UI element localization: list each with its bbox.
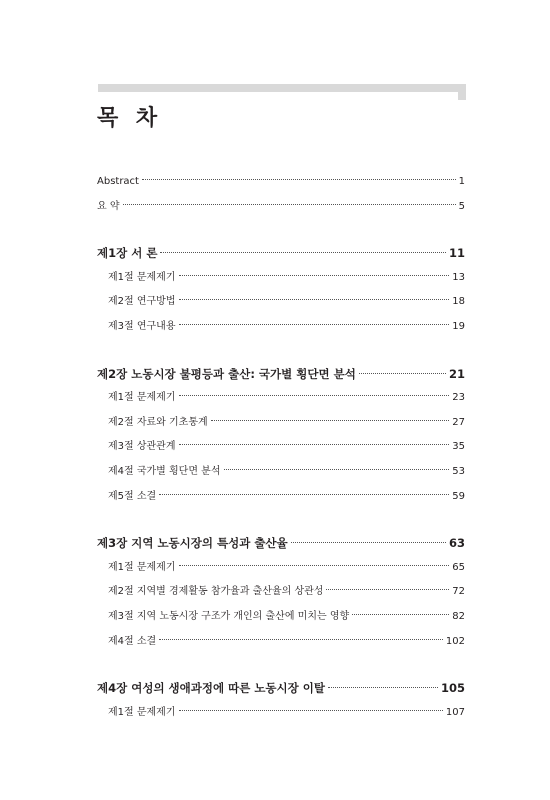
toc-chapter-label: 제2장 노동시장 불평등과 출산: 국가별 횡단면 분석: [97, 366, 356, 381]
dot-leader: [179, 443, 450, 445]
toc-chapter-page: 21: [448, 366, 465, 381]
toc-section-page: 53: [452, 465, 465, 477]
toc-section[interactable]: [97, 435, 465, 460]
toc-section-page: 19: [452, 320, 465, 332]
dot-leader: [160, 251, 446, 253]
dot-leader: [359, 372, 446, 374]
toc-entry-page: 5: [458, 200, 465, 212]
header-rule: [98, 84, 460, 92]
toc-section-page: 35: [452, 441, 465, 453]
toc-section-page: 102: [445, 635, 465, 647]
toc-section-label: 제4절 소결: [108, 635, 157, 647]
dot-leader: [328, 686, 438, 688]
toc-entry-abstract[interactable]: [97, 170, 465, 195]
dot-leader: [179, 274, 450, 276]
toc-section[interactable]: [97, 386, 465, 411]
toc-section[interactable]: [97, 580, 465, 605]
toc-section[interactable]: [97, 266, 465, 291]
dot-leader: [326, 588, 449, 590]
toc-chapter-1[interactable]: [97, 241, 465, 266]
toc-chapter-label: 제4장 여성의 생애과정에 따른 노동시장 이탈: [97, 681, 325, 696]
toc-section-label: 제2절 연구방법: [108, 296, 176, 308]
toc-section-page: 23: [452, 392, 465, 404]
spacer: [97, 509, 465, 531]
toc-section-label: 제3절 상관관계: [108, 441, 176, 453]
toc-chapter-4[interactable]: [97, 676, 465, 701]
toc-section-label: 제5절 소결: [108, 490, 157, 502]
spacer: [97, 654, 465, 676]
toc-chapter-label: 제3장 지역 노동시장의 특성과 출산율: [97, 536, 288, 551]
toc-chapter-label: 제1장 서 론: [97, 246, 158, 261]
toc-section[interactable]: [97, 290, 465, 315]
toc-section-label: 제3절 지역 노동시장 구조가 개인의 출산에 미치는 영향: [108, 610, 350, 622]
dot-leader: [179, 394, 450, 396]
toc-section[interactable]: [97, 556, 465, 581]
header-rule-tick: [458, 84, 466, 100]
spacer: [97, 219, 465, 241]
page-title: 목 차: [97, 106, 163, 131]
dot-leader: [142, 178, 456, 180]
toc-section[interactable]: [97, 630, 465, 655]
toc-entry-label: Abstract: [97, 176, 139, 187]
toc-section[interactable]: [97, 411, 465, 436]
toc-section-page: 18: [452, 296, 465, 308]
toc-section-label: 제3절 연구내용: [108, 320, 176, 332]
toc-section[interactable]: [97, 485, 465, 510]
toc-section-page: 72: [452, 586, 465, 598]
toc-entry-label: 요 약: [97, 200, 120, 212]
toc-chapter-page: 63: [448, 536, 465, 551]
toc-section-label: 제1절 문제제기: [108, 706, 176, 718]
toc-section-label: 제2절 자료와 기초통계: [108, 416, 208, 428]
toc-section-label: 제1절 문제제기: [108, 392, 176, 404]
table-of-contents: [97, 170, 465, 725]
dot-leader: [179, 323, 450, 325]
toc-section-label: 제1절 문제제기: [108, 561, 176, 573]
toc-section[interactable]: [97, 701, 465, 726]
dot-leader: [159, 638, 443, 640]
toc-section-label: 제4절 국가별 횡단면 분석: [108, 465, 221, 477]
toc-section-page: 13: [452, 271, 465, 283]
dot-leader: [123, 203, 456, 205]
spacer: [97, 340, 465, 362]
toc-entry-summary[interactable]: [97, 195, 465, 220]
toc-chapter-page: 11: [448, 246, 465, 261]
toc-section-page: 59: [452, 490, 465, 502]
toc-section-label: 제2절 지역별 경제활동 참가율과 출산율의 상관성: [108, 586, 324, 598]
toc-section-label: 제1절 문제제기: [108, 271, 176, 283]
toc-section[interactable]: [97, 605, 465, 630]
dot-leader: [179, 564, 450, 566]
dot-leader: [179, 709, 443, 711]
toc-entry-page: 1: [458, 176, 465, 187]
dot-leader: [211, 419, 450, 421]
toc-chapter-2[interactable]: [97, 362, 465, 387]
dot-leader: [224, 468, 450, 470]
toc-section-page: 107: [445, 706, 465, 718]
dot-leader: [291, 541, 446, 543]
dot-leader: [352, 613, 449, 615]
toc-chapter-page: 105: [440, 681, 465, 696]
toc-chapter-3[interactable]: [97, 531, 465, 556]
toc-section-page: 27: [452, 416, 465, 428]
dot-leader: [159, 493, 449, 495]
toc-section[interactable]: [97, 315, 465, 340]
toc-section[interactable]: [97, 460, 465, 485]
toc-section-page: 82: [452, 610, 465, 622]
toc-section-page: 65: [452, 561, 465, 573]
dot-leader: [179, 298, 450, 300]
